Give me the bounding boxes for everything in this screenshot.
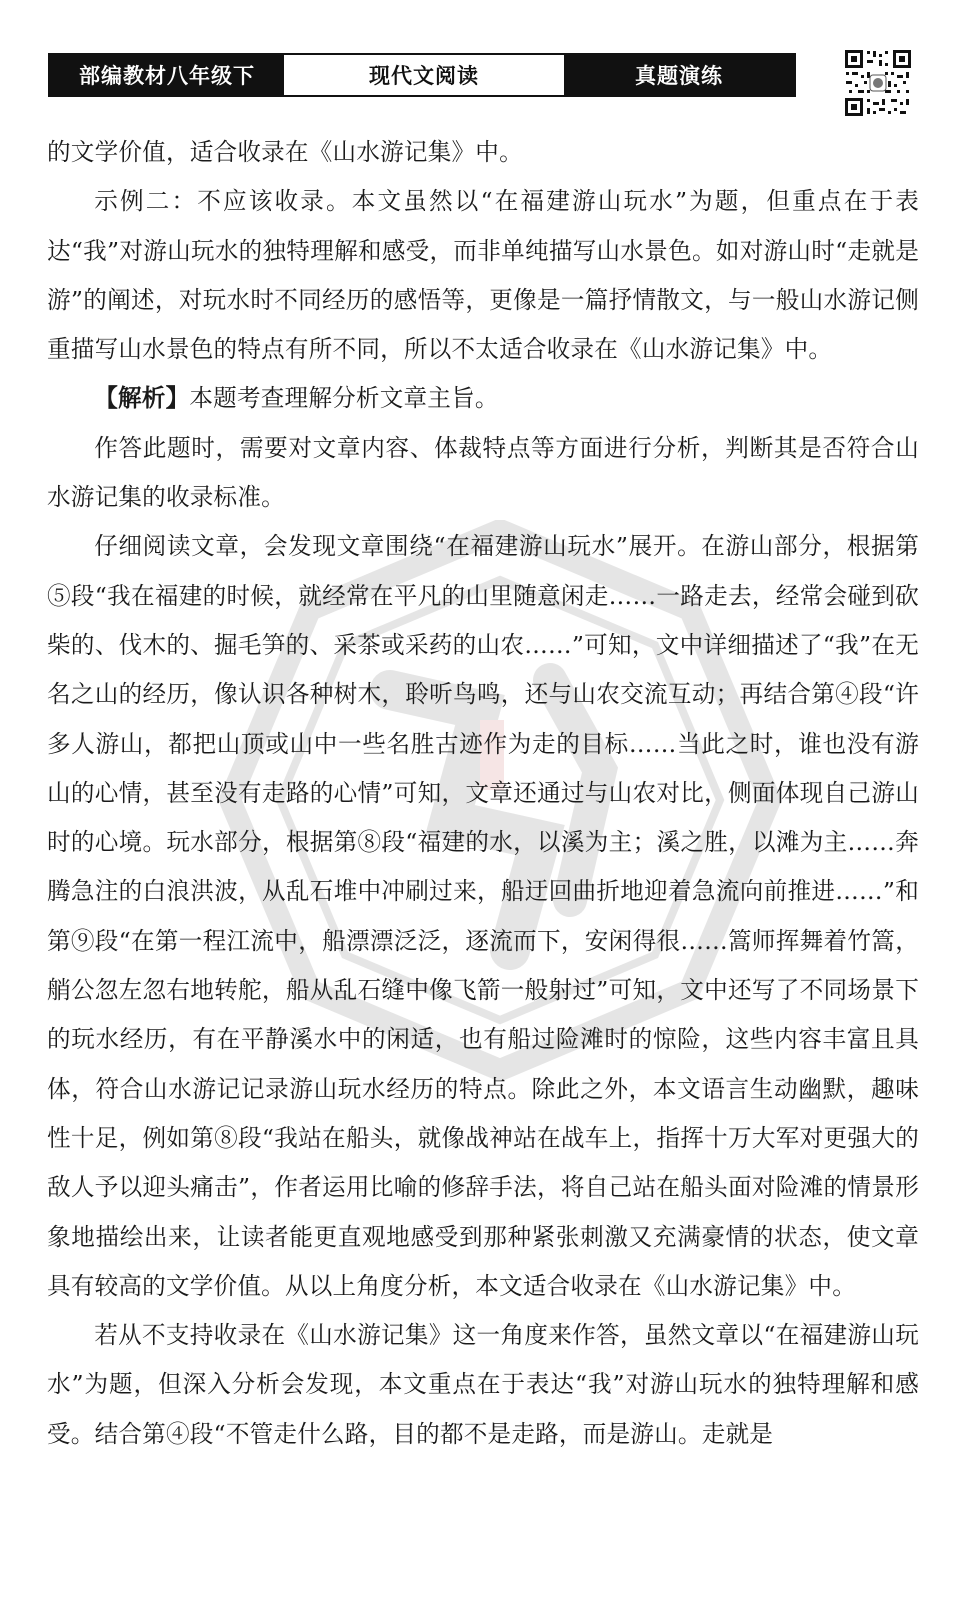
qr-code-icon[interactable] [843, 48, 913, 118]
article-body [47, 128, 919, 1459]
paragraph-analysis-intro [47, 374, 919, 423]
paragraph-example-two: 示例二：不应该收录。本文虽然以“在福建游山玩水”为题，但重点在于表达“我”对游山玩水的独特理解和感受，而非单纯描写山水景色。如对游山时“走就是游”的阐述，对玩水时不同经历的感悟等，更像是一篇抒情散文，与一般山水游记侧重描写山水景色的特点有所不同，所以不太适合收录在《山水游记集》中。 [47, 187, 919, 364]
paragraph-continuation: 的文学价值，适合收录在《山水游记集》中。 [47, 138, 523, 166]
header-section-label: 现代文阅读 [284, 55, 564, 95]
paragraph-answer-approach: 作答此题时，需要对文章内容、体裁特点等方面进行分析，判断其是否符合山水游记集的收录标准。 [47, 433, 919, 512]
header-bar [48, 53, 796, 97]
header-practice-label: 真题演练 [564, 55, 794, 95]
paragraph-detailed-analysis: 仔细阅读文章，会发现文章围绕“在福建游山玩水”展开。在游山部分，根据第⑤段“我在福建的时候，就经常在平凡的山里随意闲走……一路走去，经常会碰到砍柴的、伐木的、掘毛笋的、采茶或采药的山农……”可知，文中详细描述了“我”在无名之山的经历，像认识各种树木，聆听鸟鸣，还与山农交流互动；再结合第④段“许多人游山，都把山顶或山中一些名胜古迹作为走的目标……当此之时，谁也没有游山的心情，甚至没有走路的心情”可知，文章还通过与山农对比，侧面体现自己游山时的心境。玩水部分，根据第⑧段“福建的水，以溪为主；溪之胜，以滩为主……奔腾急注的白浪洪波，从乱石堆中冲刷过来，船迂回曲折地迎着急流向前推进……”和第⑨段“在第一程江流中，船漂漂泛泛，逐流而下，安闲得很……篙师挥舞着竹篙，艄公忽左忽右地转舵，船从乱石缝中像飞箭一般射过”可知，文中还写了不同场景下的玩水经历，有在平静溪水中的闲适，也有船过险滩时的惊险，这些内容丰富且具体，符合山水游记记录游山玩水经历的特点。除此之外，本文语言生动幽默，趣味性十足，例如第⑧段“我站在船头，就像战神站在战车上，指挥十万大军对更强大的敌人予以迎头痛击”，作者运用比喻的修辞手法，将自己站在船头面对险滩的情景形象地描绘出来，让读者能更直观地感受到那种紧张刺激又充满豪情的状态，使文章具有较高的文学价值。从以上角度分析，本文适合收录在《山水游记集》中。 [47, 532, 919, 1300]
header-textbook-label: 部编教材八年级下 [50, 55, 284, 95]
analysis-label: 【解析】 [94, 384, 190, 413]
analysis-text: 本题考查理解分析文章主旨。 [189, 384, 499, 413]
paragraph-counter-view: 若从不支持收录在《山水游记集》这一角度来作答，虽然文章以“在福建游山玩水”为题，但深入分析会发现，本文重点在于表达“我”对游山玩水的独特理解和感受。结合第④段“不管走什么路，目的都不是走路，而是游山。走就是 [47, 1321, 919, 1448]
